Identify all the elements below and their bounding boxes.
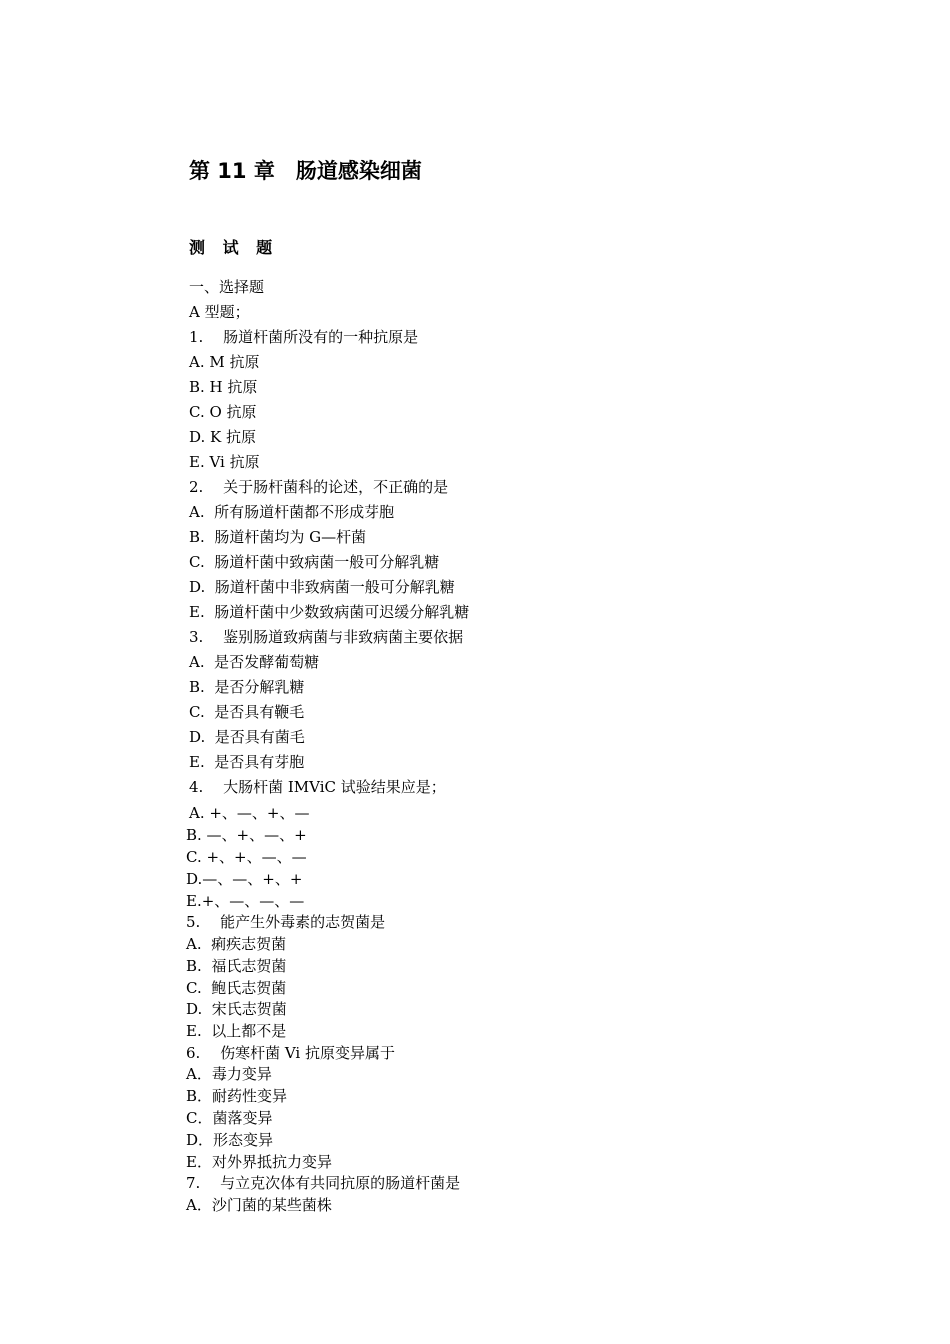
question-7: 7. 与立克次体有共同抗原的肠道杆菌是 [186, 1174, 461, 1192]
question-6: 6. 伤寒杆菌 Vi 抗原变异属于 [186, 1044, 395, 1062]
option-5b: B. 福氏志贺菌 [186, 957, 287, 975]
option-7a: A．沙门菌的某些菌株 [186, 1196, 332, 1214]
option-1c: C. O 抗原 [189, 403, 257, 421]
chapter-title: 第 11 章 肠道感染细菌 [189, 159, 422, 183]
option-2a: A. 所有肠道杆菌都不形成芽胞 [189, 503, 395, 521]
option-4a: A. +、—、+、— [189, 804, 310, 822]
option-3b: B. 是否分解乳糖 [189, 678, 305, 696]
question-2: 2. 关于肠杆菌科的论述，不正确的是 [189, 478, 449, 496]
option-6b: B．耐药性变异 [186, 1087, 288, 1105]
option-5d: D. 宋氏志贺菌 [186, 1000, 287, 1018]
question-1: 1. 肠道杆菌所没有的一种抗原是 [189, 328, 419, 346]
option-2d: D. 肠道杆菌中非致病菌一般可分解乳糖 [189, 578, 455, 596]
option-3d: D. 是否具有菌毛 [189, 728, 305, 746]
option-6c: C．菌落变异 [186, 1109, 273, 1127]
option-5c: C. 鲍氏志贺菌 [186, 979, 287, 997]
option-5e: E. 以上都不是 [186, 1022, 287, 1040]
question-5: 5. 能产生外毒素的志贺菌是 [186, 913, 386, 931]
option-4d: D.—、—、+、+ [186, 870, 303, 888]
option-4c: C. +、+、—、— [186, 848, 307, 866]
question-3: 3. 鉴别肠道致病菌与非致病菌主要依据 [189, 628, 464, 646]
section-heading: 一、选择题 [189, 278, 265, 296]
option-1e: E. Vi 抗原 [189, 453, 260, 471]
option-3c: C. 是否具有鞭毛 [189, 703, 305, 721]
option-3a: A. 是否发酵葡萄糖 [189, 653, 320, 671]
question-type-label: A 型题； [189, 303, 250, 321]
option-2c: C. 肠道杆菌中致病菌一般可分解乳糖 [189, 553, 440, 571]
question-4: 4. 大肠杆菌 IMViC 试验结果应是； [189, 778, 446, 796]
option-6d: D．形态变异 [186, 1131, 274, 1149]
option-4e: E.+、—、—、— [186, 892, 305, 910]
option-2e: E. 肠道杆菌中少数致病菌可迟缓分解乳糖 [189, 603, 470, 621]
option-4b: B. —、+、—、+ [186, 826, 307, 844]
option-6a: A．毒力变异 [186, 1065, 272, 1083]
option-6e: E．对外界抵抗力变异 [186, 1153, 332, 1171]
option-1d: D. K 抗原 [189, 428, 257, 446]
option-1b: B. H 抗原 [189, 378, 258, 396]
option-5a: A. 痢疾志贺菌 [186, 935, 287, 953]
option-3e: E. 是否具有芽胞 [189, 753, 305, 771]
option-1a: A. M 抗原 [189, 353, 260, 371]
section-title: 测 试 题 [189, 238, 279, 257]
option-2b: B. 肠道杆菌均为 G—杆菌 [189, 528, 367, 546]
